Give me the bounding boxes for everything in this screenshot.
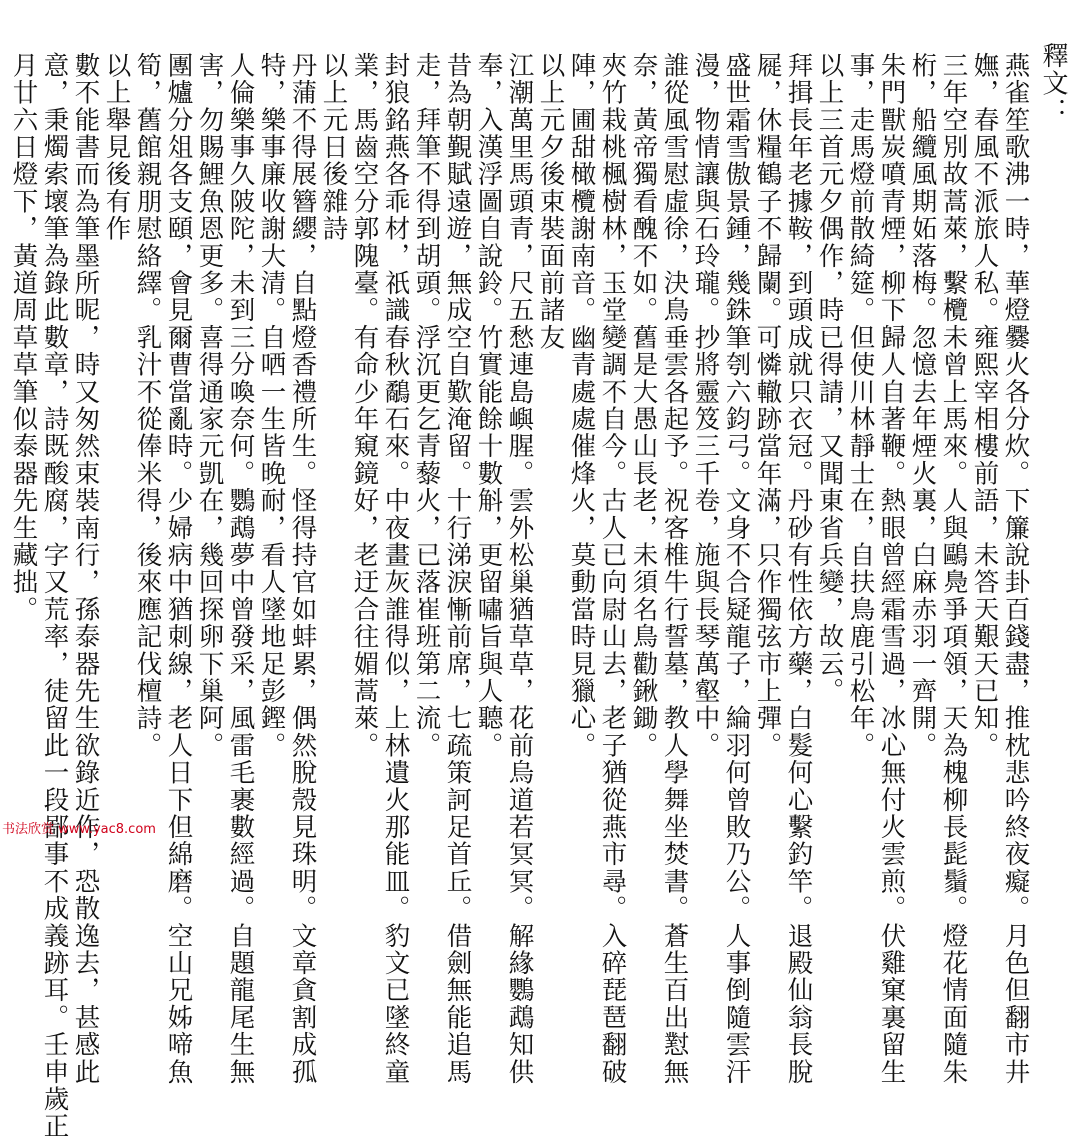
document-heading: 釋文： xyxy=(1038,42,1068,126)
text-column-30: 以上舉見後有作 xyxy=(101,52,132,243)
text-column-25: 特，樂事廉收謝大清。自哂一生皆晚耐，看人墜地足彭鏗。 xyxy=(256,52,287,760)
text-column-29: 筍，舊館親朋慰絡繹。乳汁不從俸米得，後來應記伐檀詩。 xyxy=(132,52,163,760)
text-column-2: 嫵，春風不派旅人私。雍熙宰相樓前語，未答天艱天已知。 xyxy=(969,52,1000,760)
text-column-7: 以上三首元夕偶作，時已得請，又聞東省兵變，故云。 xyxy=(814,52,845,705)
text-column-24: 丹蒲不得展簪纓，自點燈香禮所生。怪得持官如蚌累，偶然脫殼見珠明。文章貪割成孤 xyxy=(287,52,318,1086)
text-column-19: 昔為朝覲賦遠遊，無成空自歎淹留。十行涕淚慚前席，七疏策訶足首丘。借劍無能追馬 xyxy=(442,52,473,1086)
text-column-18: 奉，入漢浮圖自說鈴。竹實能餘十數斛，更留嘯旨與人聽。 xyxy=(473,52,504,760)
text-column-9: 屣，休糧鶴子不歸闌。可憐轍跡當年滿，只作獨弦市上彈。 xyxy=(752,52,783,760)
text-column-1: 燕雀笙歌沸一時，華燈爨火各分炊。下簾說卦百錢盡，推枕悲吟終夜癡。月色但翻市井 xyxy=(1000,52,1031,1086)
text-column-10: 盛世霜雪傲景鍾，幾銖筆刳六鈞弓。文身不合疑龍子，綸羽何曾敗乃公。人事倒隨雲汗 xyxy=(721,52,752,1086)
text-column-33: 月廿六日燈下，黃道周草草筆似泰器先生藏拙。 xyxy=(8,52,39,624)
site-watermark: 书法欣赏 www.yac8.com xyxy=(2,822,156,837)
text-column-32: 意，秉燭索壞筆為錄此數章，詩既酸腐，字又荒率，徒留此一段鄙事不成義跡耳。壬申歲正 xyxy=(39,52,70,1140)
text-column-27: 害，勿賜鯉魚恩更多。喜得通家元凱在，幾回探卵下巢阿。 xyxy=(194,52,225,760)
text-column-12: 誰從風雪慰虛徐，決鳥垂雲各起予。祝客椎牛行誓墓，教人學舞坐焚書。蒼生百出懟無 xyxy=(659,52,690,1086)
text-column-6: 事，走馬燈前散綺筵。但使川林靜士在，自扶鳥鹿引松年。 xyxy=(845,52,876,760)
text-column-22: 業，馬齒空分郭隗臺。有命少年窺鏡好，老迂合往媚蒿萊。 xyxy=(349,52,380,760)
text-column-14: 夾竹栽桃楓樹林，玉堂變調不自今。古人已向尉山去，老子猶從燕市尋。入碎琵琶翻破 xyxy=(597,52,628,1086)
text-column-16: 以上元夕後束裝面前諸友 xyxy=(535,52,566,352)
text-column-28: 團爐分俎各支頤，會見爾曹當亂時。少婦病中猶刺線，老人日下但綿磨。空山兄姊啼魚 xyxy=(163,52,194,1086)
text-column-20: 走，拜筆不得到胡頭。浮沉更乞青藜火，已落崔班第二流。 xyxy=(411,52,442,760)
text-column-15: 陣，圃甜橄欖謝南音。幽青處處催烽火，莫動當時見獵心。 xyxy=(566,52,597,760)
text-column-17: 江潮萬里馬頭青，尺五愁連島嶼腥。雲外松巢猶草草，花前烏道若冥冥。解緣鸚鵡知供 xyxy=(504,52,535,1086)
text-column-13: 奈，黃帝獨看醜不如。舊是大愚山長老，未須名鳥勸鍬鋤。 xyxy=(628,52,659,760)
text-column-26: 人倫樂事久陂陀，未到三分喚奈何。鸚鵡夢中曾發采，風雷毛裹數經過。自題龍尾生無 xyxy=(225,52,256,1086)
text-column-21: 封狼銘燕各乖材，祇識春秋鷸石來。中夜畫灰誰得似，上林遺火那能皿。豹文已墜終童 xyxy=(380,52,411,1086)
text-column-4: 桁，船纜風期妬落梅。忽憶去年煙火裏，白麻赤羽一齊開。 xyxy=(907,52,938,760)
text-column-8: 拜揖長年老據鞍，到頭成就只衣冠。丹砂有性依方藥，白髮何心繫釣竿。退殿仙翁長脫 xyxy=(783,52,814,1086)
text-column-23: 以上元日後雜詩 xyxy=(318,52,349,243)
text-column-31: 數不能書而為筆墨所昵，時又匆然束裝南行，孫泰器先生欲錄近作，恐散逸去，甚感此 xyxy=(70,52,101,1086)
text-column-11: 漫，物情讓與石玲瓏。抄將靈笈三千卷，施與長琴萬壑中。 xyxy=(690,52,721,760)
text-column-5: 朱門獸炭噴青煙，柳下歸人自著鞭。熱眼曾經霜雪過，冰心無付火雲煎。伏雞窠裏留生 xyxy=(876,52,907,1086)
text-column-3: 三年空別故蒿萊，繫欖未曾上馬來。人與鷗鳧爭項領，天為槐柳長髭鬚。燈花情面隨朱 xyxy=(938,52,969,1086)
